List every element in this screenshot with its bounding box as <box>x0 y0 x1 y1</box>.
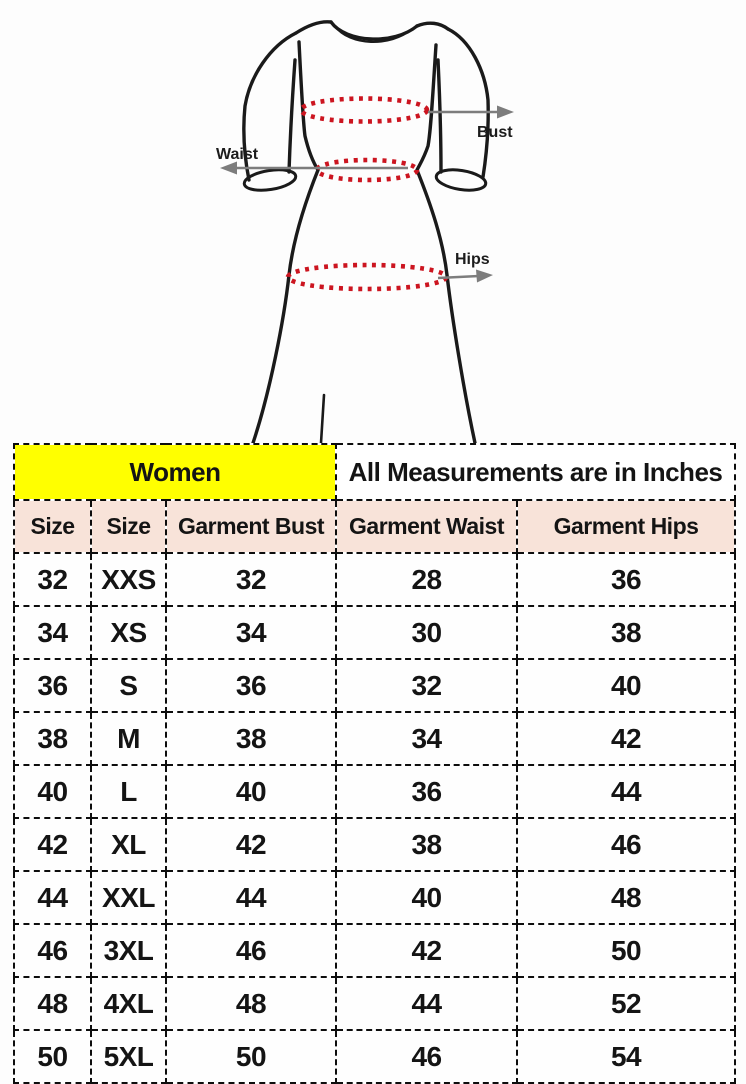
table-cell: XXL <box>91 871 166 924</box>
table-cell: 46 <box>166 924 336 977</box>
table-row <box>14 606 735 659</box>
table-cell: 50 <box>166 1030 336 1083</box>
table-cell: 36 <box>166 659 336 712</box>
column-header-row <box>14 500 735 553</box>
table-cell: 42 <box>14 818 91 871</box>
table-row <box>14 553 735 606</box>
table-cell: 40 <box>166 765 336 818</box>
table-cell: 48 <box>14 977 91 1030</box>
group-header-row <box>14 444 735 500</box>
table-cell: 54 <box>517 1030 735 1083</box>
table-cell: 50 <box>517 924 735 977</box>
table-cell: XS <box>91 606 166 659</box>
table-row <box>14 659 735 712</box>
table-cell: 34 <box>336 712 517 765</box>
table-cell: 4XL <box>91 977 166 1030</box>
table-row <box>14 1030 735 1083</box>
dress-outline-drawing <box>0 0 746 443</box>
hips-label: Hips <box>455 251 490 268</box>
table-row <box>14 818 735 871</box>
table-cell: M <box>91 712 166 765</box>
table-cell: 32 <box>14 553 91 606</box>
table-cell: 36 <box>14 659 91 712</box>
women-header-cell: Women <box>14 444 336 500</box>
bust-measure-line <box>301 99 427 122</box>
table-cell: 38 <box>336 818 517 871</box>
column-header-garment-waist: Garment Waist <box>336 500 517 553</box>
table-cell: 50 <box>14 1030 91 1083</box>
column-header-size-numeric: Size <box>14 500 91 553</box>
table-cell: 42 <box>336 924 517 977</box>
table-cell: 32 <box>336 659 517 712</box>
table-row <box>14 977 735 1030</box>
table-cell: 40 <box>14 765 91 818</box>
table-cell: 44 <box>336 977 517 1030</box>
table-cell: 38 <box>14 712 91 765</box>
table-cell: 42 <box>517 712 735 765</box>
measurements-unit-header-cell: All Measurements are in Inches <box>336 444 735 500</box>
table-cell: 46 <box>517 818 735 871</box>
table-cell: 42 <box>166 818 336 871</box>
table-cell: 34 <box>166 606 336 659</box>
table-cell: 38 <box>517 606 735 659</box>
table-row <box>14 712 735 765</box>
table-cell: 40 <box>517 659 735 712</box>
table-row <box>14 765 735 818</box>
table-cell: L <box>91 765 166 818</box>
table-cell: 48 <box>166 977 336 1030</box>
table-cell: 44 <box>517 765 735 818</box>
table-row <box>14 924 735 977</box>
dress-measurement-diagram <box>0 0 746 443</box>
bust-label: Bust <box>477 124 513 141</box>
table-cell: 5XL <box>91 1030 166 1083</box>
waist-measure-line <box>317 160 417 180</box>
table-cell: XXS <box>91 553 166 606</box>
table-cell: 44 <box>166 871 336 924</box>
table-cell: 28 <box>336 553 517 606</box>
table-cell: 52 <box>517 977 735 1030</box>
table-cell: 36 <box>336 765 517 818</box>
table-cell: 36 <box>517 553 735 606</box>
column-header-size-letter: Size <box>91 500 166 553</box>
table-row <box>14 871 735 924</box>
table-cell: 38 <box>166 712 336 765</box>
table-cell: 48 <box>517 871 735 924</box>
waist-label: Waist <box>216 146 259 163</box>
table-cell: 30 <box>336 606 517 659</box>
table-cell: S <box>91 659 166 712</box>
table-cell: 34 <box>14 606 91 659</box>
table-cell: 46 <box>14 924 91 977</box>
table-cell: 32 <box>166 553 336 606</box>
size-chart-table <box>13 443 736 1084</box>
table-cell: 3XL <box>91 924 166 977</box>
table-cell: 46 <box>336 1030 517 1083</box>
table-cell: 40 <box>336 871 517 924</box>
dress-outline <box>243 22 488 443</box>
hips-measure-line <box>288 265 446 289</box>
table-cell: XL <box>91 818 166 871</box>
table-cell: 44 <box>14 871 91 924</box>
size-table-body <box>14 553 735 1083</box>
column-header-garment-hips: Garment Hips <box>517 500 735 553</box>
column-header-garment-bust: Garment Bust <box>166 500 336 553</box>
